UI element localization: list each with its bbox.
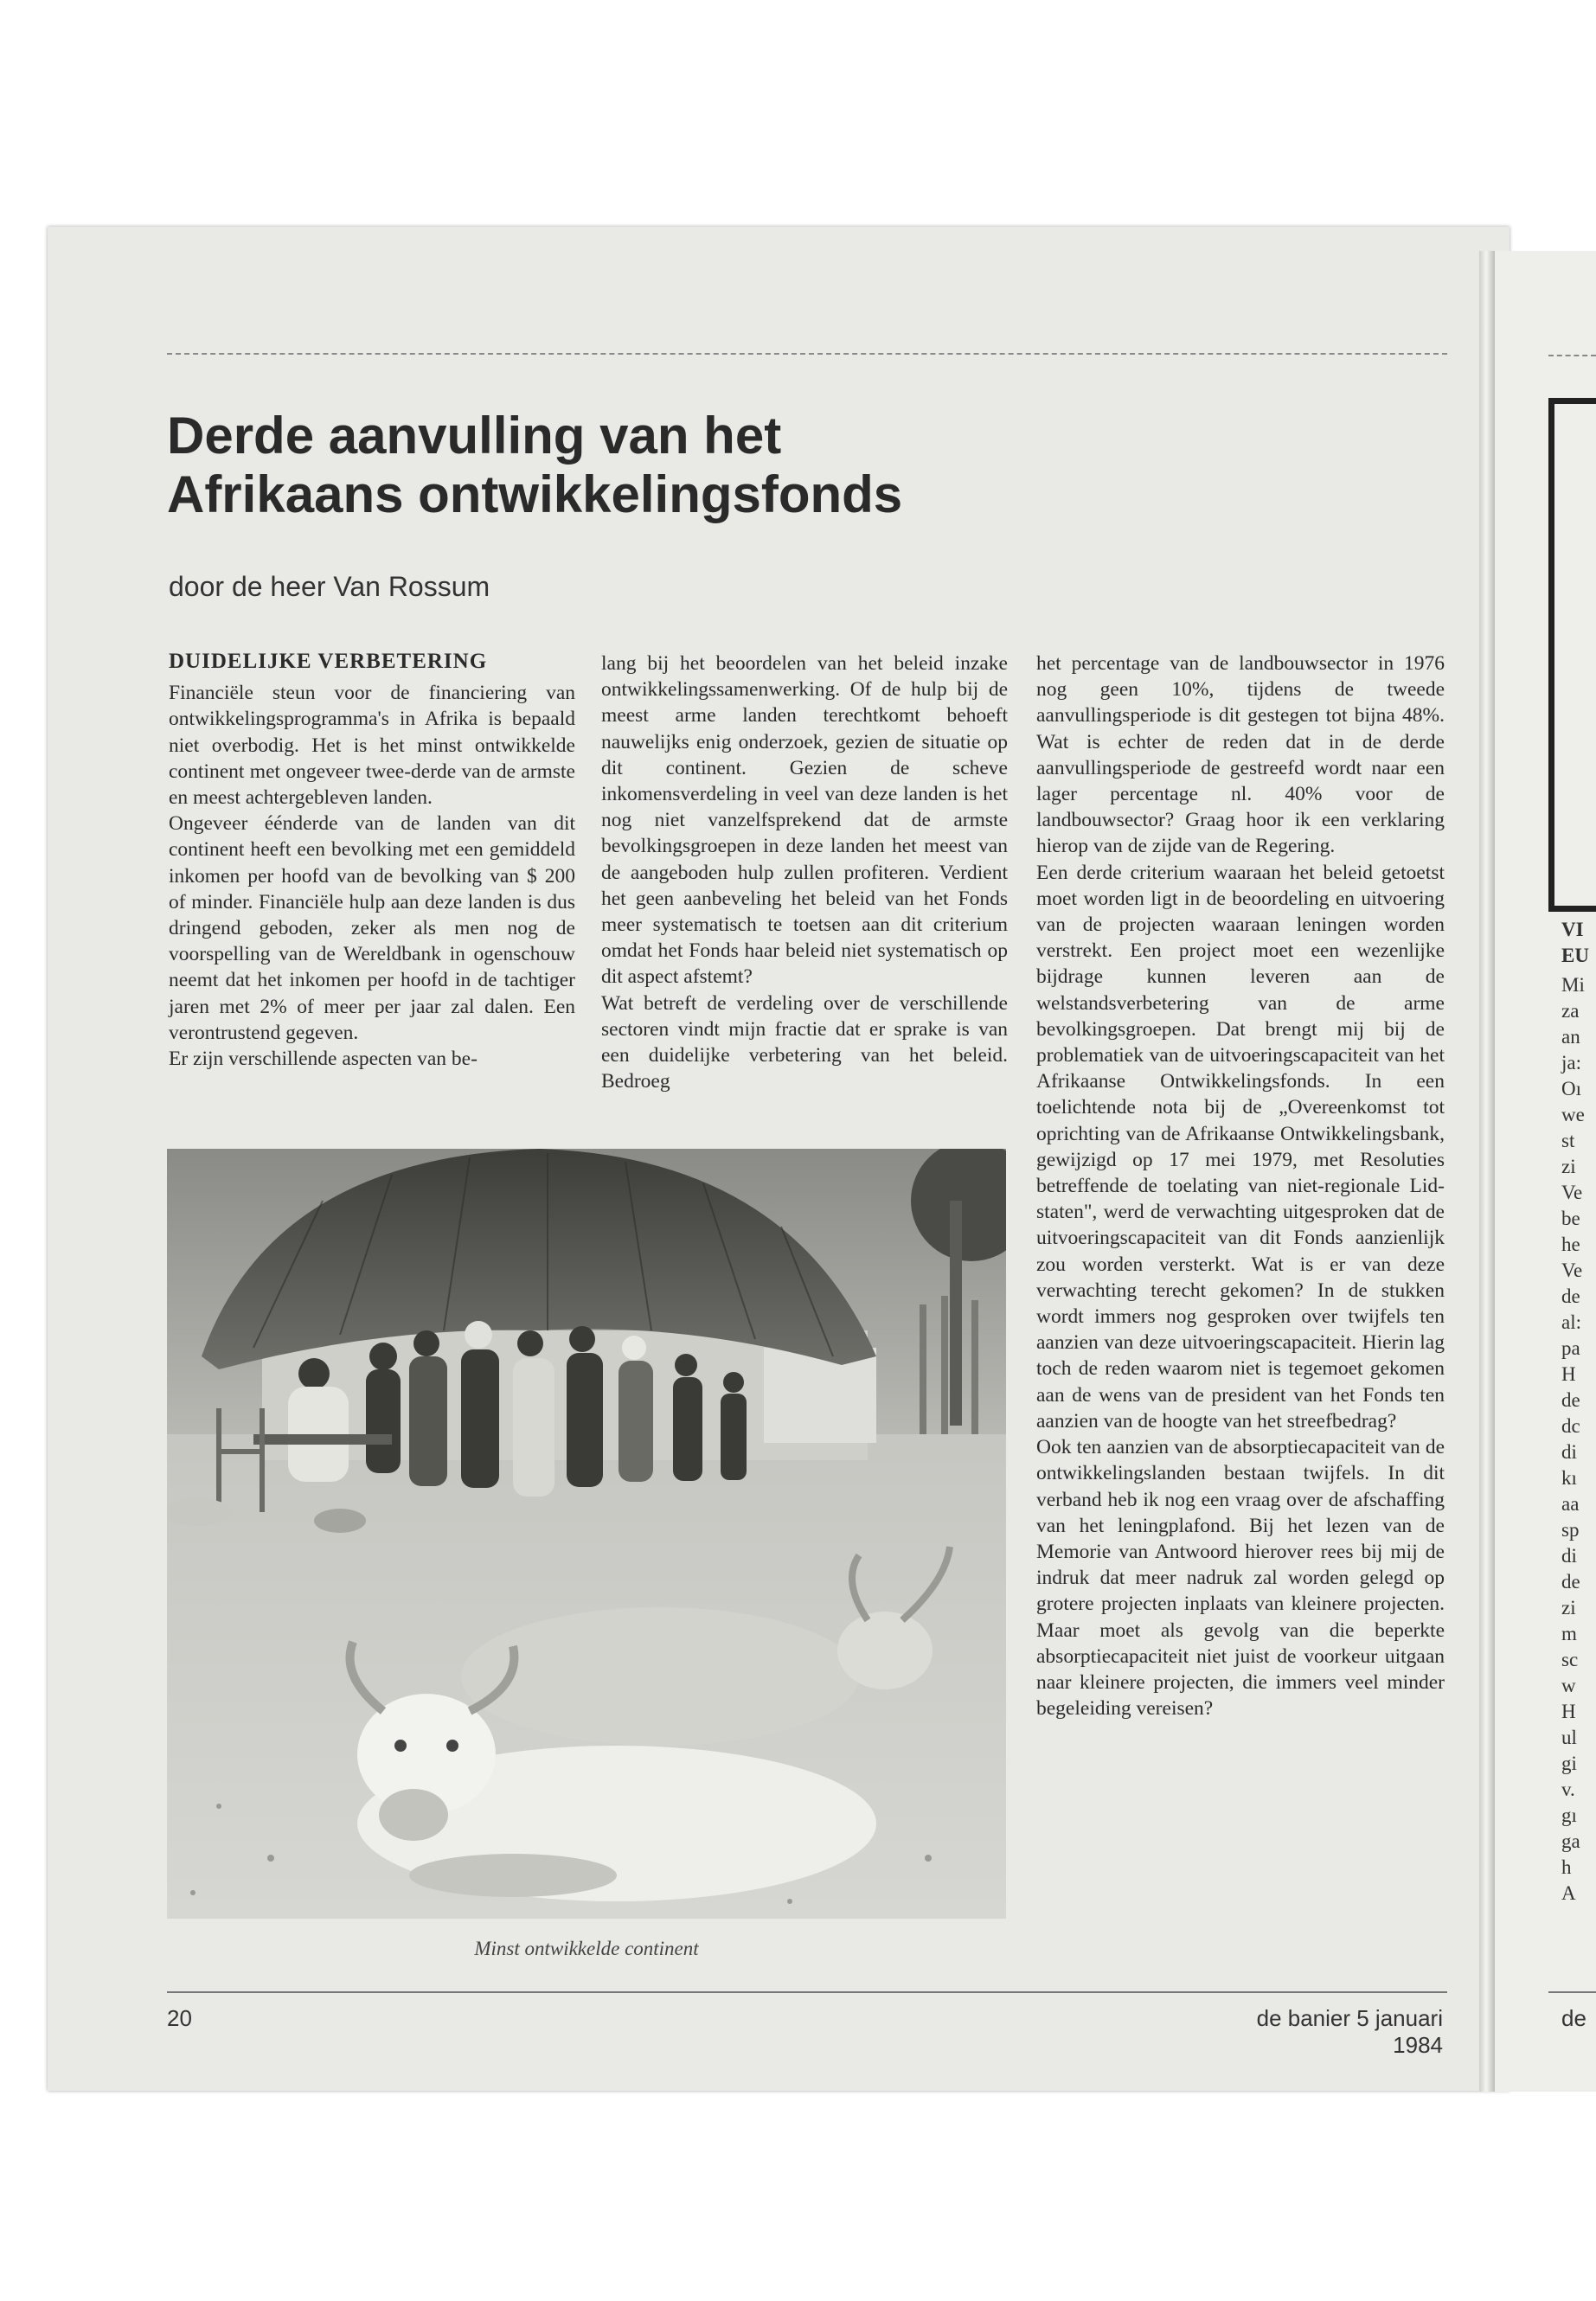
title-line: Derde aanvulling van het [167,407,782,465]
next-page-fragment: be [1561,1208,1580,1229]
next-page-rule-bottom [1548,1991,1596,1993]
next-page-fragment: ja: [1561,1052,1581,1074]
paragraph: Financiële steun voor de financiering van ontwikkelingsprogramma's in Afrika is bepaald niet overbodig. Het is het minst ontwikkelde continent met ongeveer twee-derde van de armste en meest achtergebleven landen. [169,682,575,810]
byline: door de heer Van Rossum [169,571,490,602]
title-line: Afrikaans ontwikkelingsfonds [167,465,903,523]
next-page-fragment: ga [1561,1830,1580,1852]
next-page-fragment: v. [1561,1779,1575,1800]
paragraph: Een derde criterium waaraan het beleid getoetst moet worden ligt in de beoordeling en uitvoering van de projecten waaraan leningen worden verstrekt. Een project moet een wezenlijke bijdrage kunnen leveren aan de welstandsverbetering van de arme bevolkingsgroepen. Dat brengt mij bij de problematiek van de uitvoeringscapaciteit van het Afrikaanse Ontwikkelingsfonds. In een toelichtende nota bij de „Overeenkomst tot oprichting van de Afrikaanse Ontwikkelingsbank, gewijzigd op 17 mei 1979, met Resoluties betreffende de toelating van niet-regionale Lid-staten", werd de verwachting uitgesproken dat de uitvoeringscapaciteit van dit Fonds aanzienlijk zou worden versterkt. Wat is er van deze verwachting terecht gekomen? In de stukken wordt immers nog gesproken over twijfels ten aanzien van deze uitvoeringscapaciteit. Hierin lag toch de reden waarom niet is tegemoet gekomen aan de wens van de president van het Fonds ten aanzien van de hoogte van het streefbedrag? [1036,861,1445,1433]
next-page-fragment: A [1561,1882,1576,1904]
next-page-fragment: zi [1561,1156,1576,1177]
next-page-box [1548,398,1596,912]
next-page-fragment: gı [1561,1804,1577,1826]
text-column-1 [169,649,575,1072]
paragraph: Wat betreft de verdeling over de verschillende sectoren vindt mijn fractie dat er sprake is van een duidelijke verbetering van het beleid. Bedroeg [601,991,1008,1093]
top-rule [167,353,1447,355]
text-column-3 [1036,651,1445,1721]
paragraph: Ook ten aanzien van de absorptiecapaciteit van de ontwikkelingslanden bestaan twijfels. In dit verband heb ik nog een vraag over de afschaffing van het leningplafond. Bij het lezen van de Memorie van Antwoord hierover rees bij mij de indruk dat meer nadruk zal worden gelegd op grotere projecten inplaats van kleinere projecten. Maar moet als gevolg van die beperkte absorptiecapaciteit niet juist de voorkeur uitgaan naar kleinere projecten, die immers veel minder begeleiding vereisen? [1036,1436,1445,1721]
village-scene-illustration [167,1149,1006,1919]
paragraph: Ongeveer éénderde van de landen van dit continent heeft een bevolking met een gemiddeld inkomen per hoofd van de bevolking van $ 200 of minder. Financiële hulp aan deze landen is dus dringend geboden, zeker als men nog de voorspelling van de Wereldbank in ogenschouw neemt dat het inkomen per hoofd in de tachtiger jaren met 2% of meer per jaar zal dalen. Een verontrustend gegeven. [169,812,575,1044]
next-page-fragment: H [1561,1363,1576,1385]
next-page-rule [1548,355,1596,356]
next-page-fragment: h [1561,1856,1572,1878]
next-page-fragment: de [1561,2005,1586,2031]
next-page-fragment: H [1561,1701,1576,1722]
next-page-fragment: VI [1561,919,1584,940]
next-page-fragment: m [1561,1623,1577,1644]
next-page-fragment: sp [1561,1519,1580,1541]
next-page-fragment: kı [1561,1467,1577,1489]
next-page-fragment: he [1561,1234,1580,1255]
next-page-fragment: Ve [1561,1259,1583,1281]
next-page-fragment: an [1561,1026,1580,1048]
next-page-fragment: pa [1561,1337,1580,1359]
paragraph: lang bij het beoordelen van het beleid inzake ontwikkelingssamenwerking. Of de hulp bij de meest arme landen terechtkomt behoeft nauwelijks enig onderzoek, gezien de situatie op dit continent. Gezien de scheve inkomensverdeling in veel van deze landen is het nog niet vanzelfsprekend dat de armste bevolkingsgroepen in deze landen het meest van de aangeboden hulp zullen profiteren. Verdient het geen aanbeveling het beleid van het Fonds meer systematisch te toetsen aan dit criterium omdat het Fonds haar beleid niet systematisch op dit aspect afstemt? [601,652,1008,989]
photo-caption: Minst ontwikkelde continent [474,1938,699,1959]
next-page-fragment: di [1561,1441,1577,1463]
next-page-fragment: zi [1561,1597,1576,1618]
next-page-fragment: sc [1561,1649,1579,1670]
next-page-fragment: Ve [1561,1182,1583,1203]
publication-footer: de banier 5 januari 1984 [1256,2005,1443,2058]
bottom-rule [167,1991,1447,1993]
next-page-fragment: za [1561,1000,1580,1022]
next-page-fragment: al: [1561,1311,1581,1333]
next-page-fragment: di [1561,1545,1577,1567]
next-page-fragment: st [1561,1130,1575,1151]
paragraph: het percentage van de landbouwsector in 1976 nog geen 10%, tijdens de tweede aanvullingsperiode is dit gestegen tot bijna 48%. Wat is echter de reden dat in de derde aanvullingsperiode de gestreefd wordt naar een lager percentage nl. 40% voor de landbouwsector? Graag hoor ik een verklaring hierop van de zijde van de Regering. [1036,652,1445,858]
next-page-fragment: gi [1561,1753,1577,1774]
text-column-2 [601,651,1008,1094]
page-number: 20 [167,2005,192,2031]
next-page-fragment: de [1561,1285,1580,1307]
next-page-fragment: aa [1561,1493,1580,1515]
next-page-fragment: de [1561,1571,1580,1593]
article-title [167,407,1032,524]
page-spine [1479,251,1495,2092]
article-photo [167,1149,1006,1919]
next-page-fragment: EU [1561,945,1589,966]
next-page-fragment: w [1561,1675,1576,1696]
next-page-fragment: we [1561,1104,1585,1125]
next-page-fragment: ul [1561,1727,1577,1748]
section-heading: DUIDELIJKE VERBETERING [169,650,488,673]
paragraph: Er zijn verschillende aspecten van be- [169,1048,478,1071]
next-page-fragment: de [1561,1389,1580,1411]
next-page-fragment: dc [1561,1415,1580,1437]
next-page-fragment: Oı [1561,1078,1581,1099]
next-page-fragment: Mi [1561,974,1585,996]
